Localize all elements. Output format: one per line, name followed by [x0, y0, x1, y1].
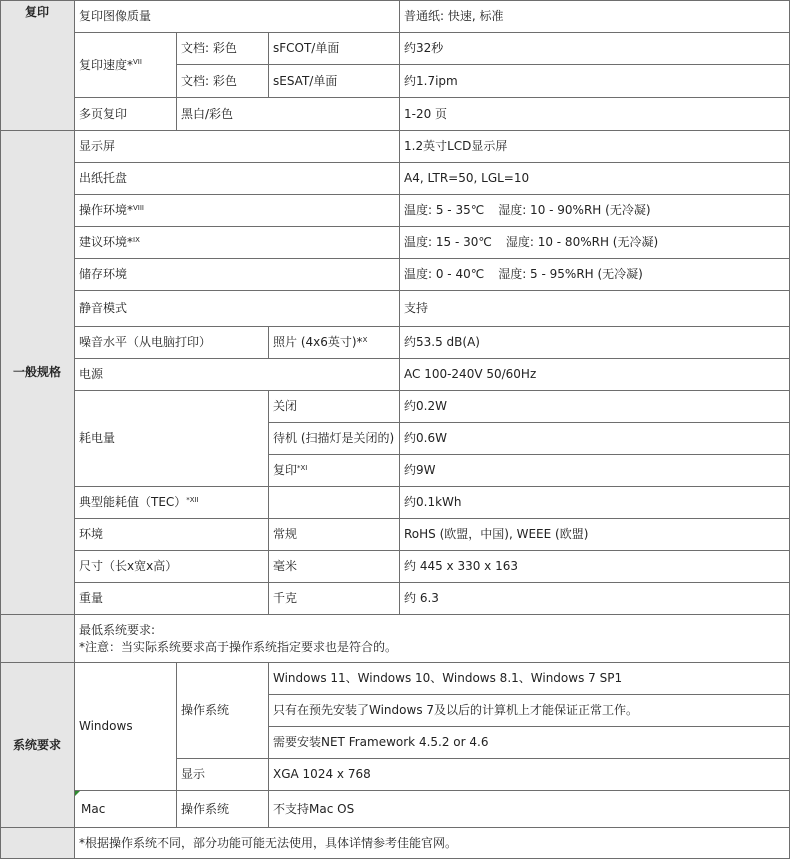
windows-os-versions: Windows 11、Windows 10、Windows 8.1、Windows 7 SP1	[269, 663, 790, 695]
windows-net-note: 需要安装NET Framework 4.5.2 or 4.6	[269, 727, 790, 759]
storage-env-label: 储存环境	[75, 259, 400, 291]
min-req-line1: 最低系统要求:	[79, 622, 156, 637]
min-req-category-cell	[0, 615, 75, 663]
quiet-mode-value: 支持	[400, 291, 790, 327]
tray-value: A4, LTR=50, LGL=10	[400, 163, 790, 195]
copy-multi-value: 1-20 页	[400, 98, 790, 131]
consumption-label: 耗电量	[75, 391, 269, 487]
copy-speed-doc-2: 文档: 彩色	[177, 65, 269, 98]
cell-marker	[75, 791, 80, 796]
tray-label: 出纸托盘	[75, 163, 400, 195]
noise-value: 约53.5 dB(A)	[400, 327, 790, 359]
category-copy-label: 复印	[24, 5, 49, 19]
quiet-mode-label: 静音模式	[75, 291, 400, 327]
windows-display-label: 显示	[177, 759, 269, 791]
category-general	[0, 131, 75, 615]
footer-category-cell	[0, 828, 75, 859]
display-label: 显示屏	[75, 131, 400, 163]
weight-label: 重量	[75, 583, 269, 615]
category-general-label: 一般规格	[12, 365, 61, 380]
windows-os-note: 只有在预先安装了Windows 7及以后的计算机上才能保证正常工作。	[269, 695, 790, 727]
copy-speed-metric-2: sESAT/单面	[269, 65, 400, 98]
operating-env-label: 操作环境* $^{VIII}$	[75, 195, 400, 227]
copy-multi-mode: 黑白/彩色	[177, 98, 400, 131]
environment-label: 环境	[75, 519, 269, 551]
size-label: 尺寸（长x宽x高）	[75, 551, 269, 583]
copy-speed-label: 复印速度* $^{VII}$	[75, 33, 177, 98]
consumption-off-value: 约0.2W	[400, 391, 790, 423]
copy-quality-label: 复印图像质量	[75, 0, 400, 33]
copy-multi-label: 多页复印	[75, 98, 177, 131]
copy-speed-doc-1: 文档: 彩色	[177, 33, 269, 65]
operating-env-value: 温度: 5 - 35℃ 湿度: 10 - 90%RH (无冷凝)	[400, 195, 790, 227]
mac-label: Mac	[75, 791, 177, 828]
consumption-off-label: 关闭	[269, 391, 400, 423]
windows-os-label: 操作系统	[177, 663, 269, 759]
min-req-line2: *注意：当实际系统要求高于操作系统指定要求也是符合的。	[79, 639, 398, 654]
footer-note: *根据操作系统不同，部分功能可能无法使用，具体详情参考佳能官网。	[75, 828, 790, 859]
display-value: 1.2英寸LCD显示屏	[400, 131, 790, 163]
weight-unit: 千克	[269, 583, 400, 615]
windows-label: Windows	[75, 663, 177, 791]
consumption-standby-value: 约0.6W	[400, 423, 790, 455]
windows-display-value: XGA 1024 x 768	[269, 759, 790, 791]
copy-speed-value-2: 约1.7ipm	[400, 65, 790, 98]
power-value: AC 100-240V 50/60Hz	[400, 359, 790, 391]
recommended-env-label: 建议环境* $^{IX}$	[75, 227, 400, 259]
copy-speed-metric-1: sFCOT/单面	[269, 33, 400, 65]
consumption-standby-label: 待机 (扫描灯是关闭的)	[269, 423, 400, 455]
consumption-copy-value: 约9W	[400, 455, 790, 487]
category-system	[0, 663, 75, 828]
mac-os-value: 不支持Mac OS	[269, 791, 790, 828]
consumption-copy-label: 复印 $^{*XI}$	[269, 455, 400, 487]
category-system-label: 系统要求	[12, 737, 61, 752]
size-value: 约 445 x 330 x 163	[400, 551, 790, 583]
storage-env-value: 温度: 0 - 40℃ 湿度: 5 - 95%RH (无冷凝)	[400, 259, 790, 291]
noise-label: 噪音水平（从电脑打印）	[75, 327, 269, 359]
environment-sub: 常规	[269, 519, 400, 551]
tec-value: 约0.1kWh	[400, 487, 790, 519]
copy-quality-value: 普通纸: 快速, 标准	[400, 0, 790, 33]
tec-blank	[269, 487, 400, 519]
size-unit: 毫米	[269, 551, 400, 583]
min-req-note	[75, 615, 790, 663]
tec-label: 典型能耗值（TEC） $^{*XII}$	[75, 487, 269, 519]
recommended-env-value: 温度: 15 - 30℃ 湿度: 10 - 80%RH (无冷凝)	[400, 227, 790, 259]
mac-os-label: 操作系统	[177, 791, 269, 828]
noise-sub-label: 照片 (4x6英寸)* $^X$	[269, 327, 400, 359]
weight-value: 约 6.3	[400, 583, 790, 615]
power-label: 电源	[75, 359, 400, 391]
category-copy	[0, 0, 75, 131]
copy-speed-value-1: 约32秒	[400, 33, 790, 65]
environment-value: RoHS (欧盟，中国), WEEE (欧盟)	[400, 519, 790, 551]
